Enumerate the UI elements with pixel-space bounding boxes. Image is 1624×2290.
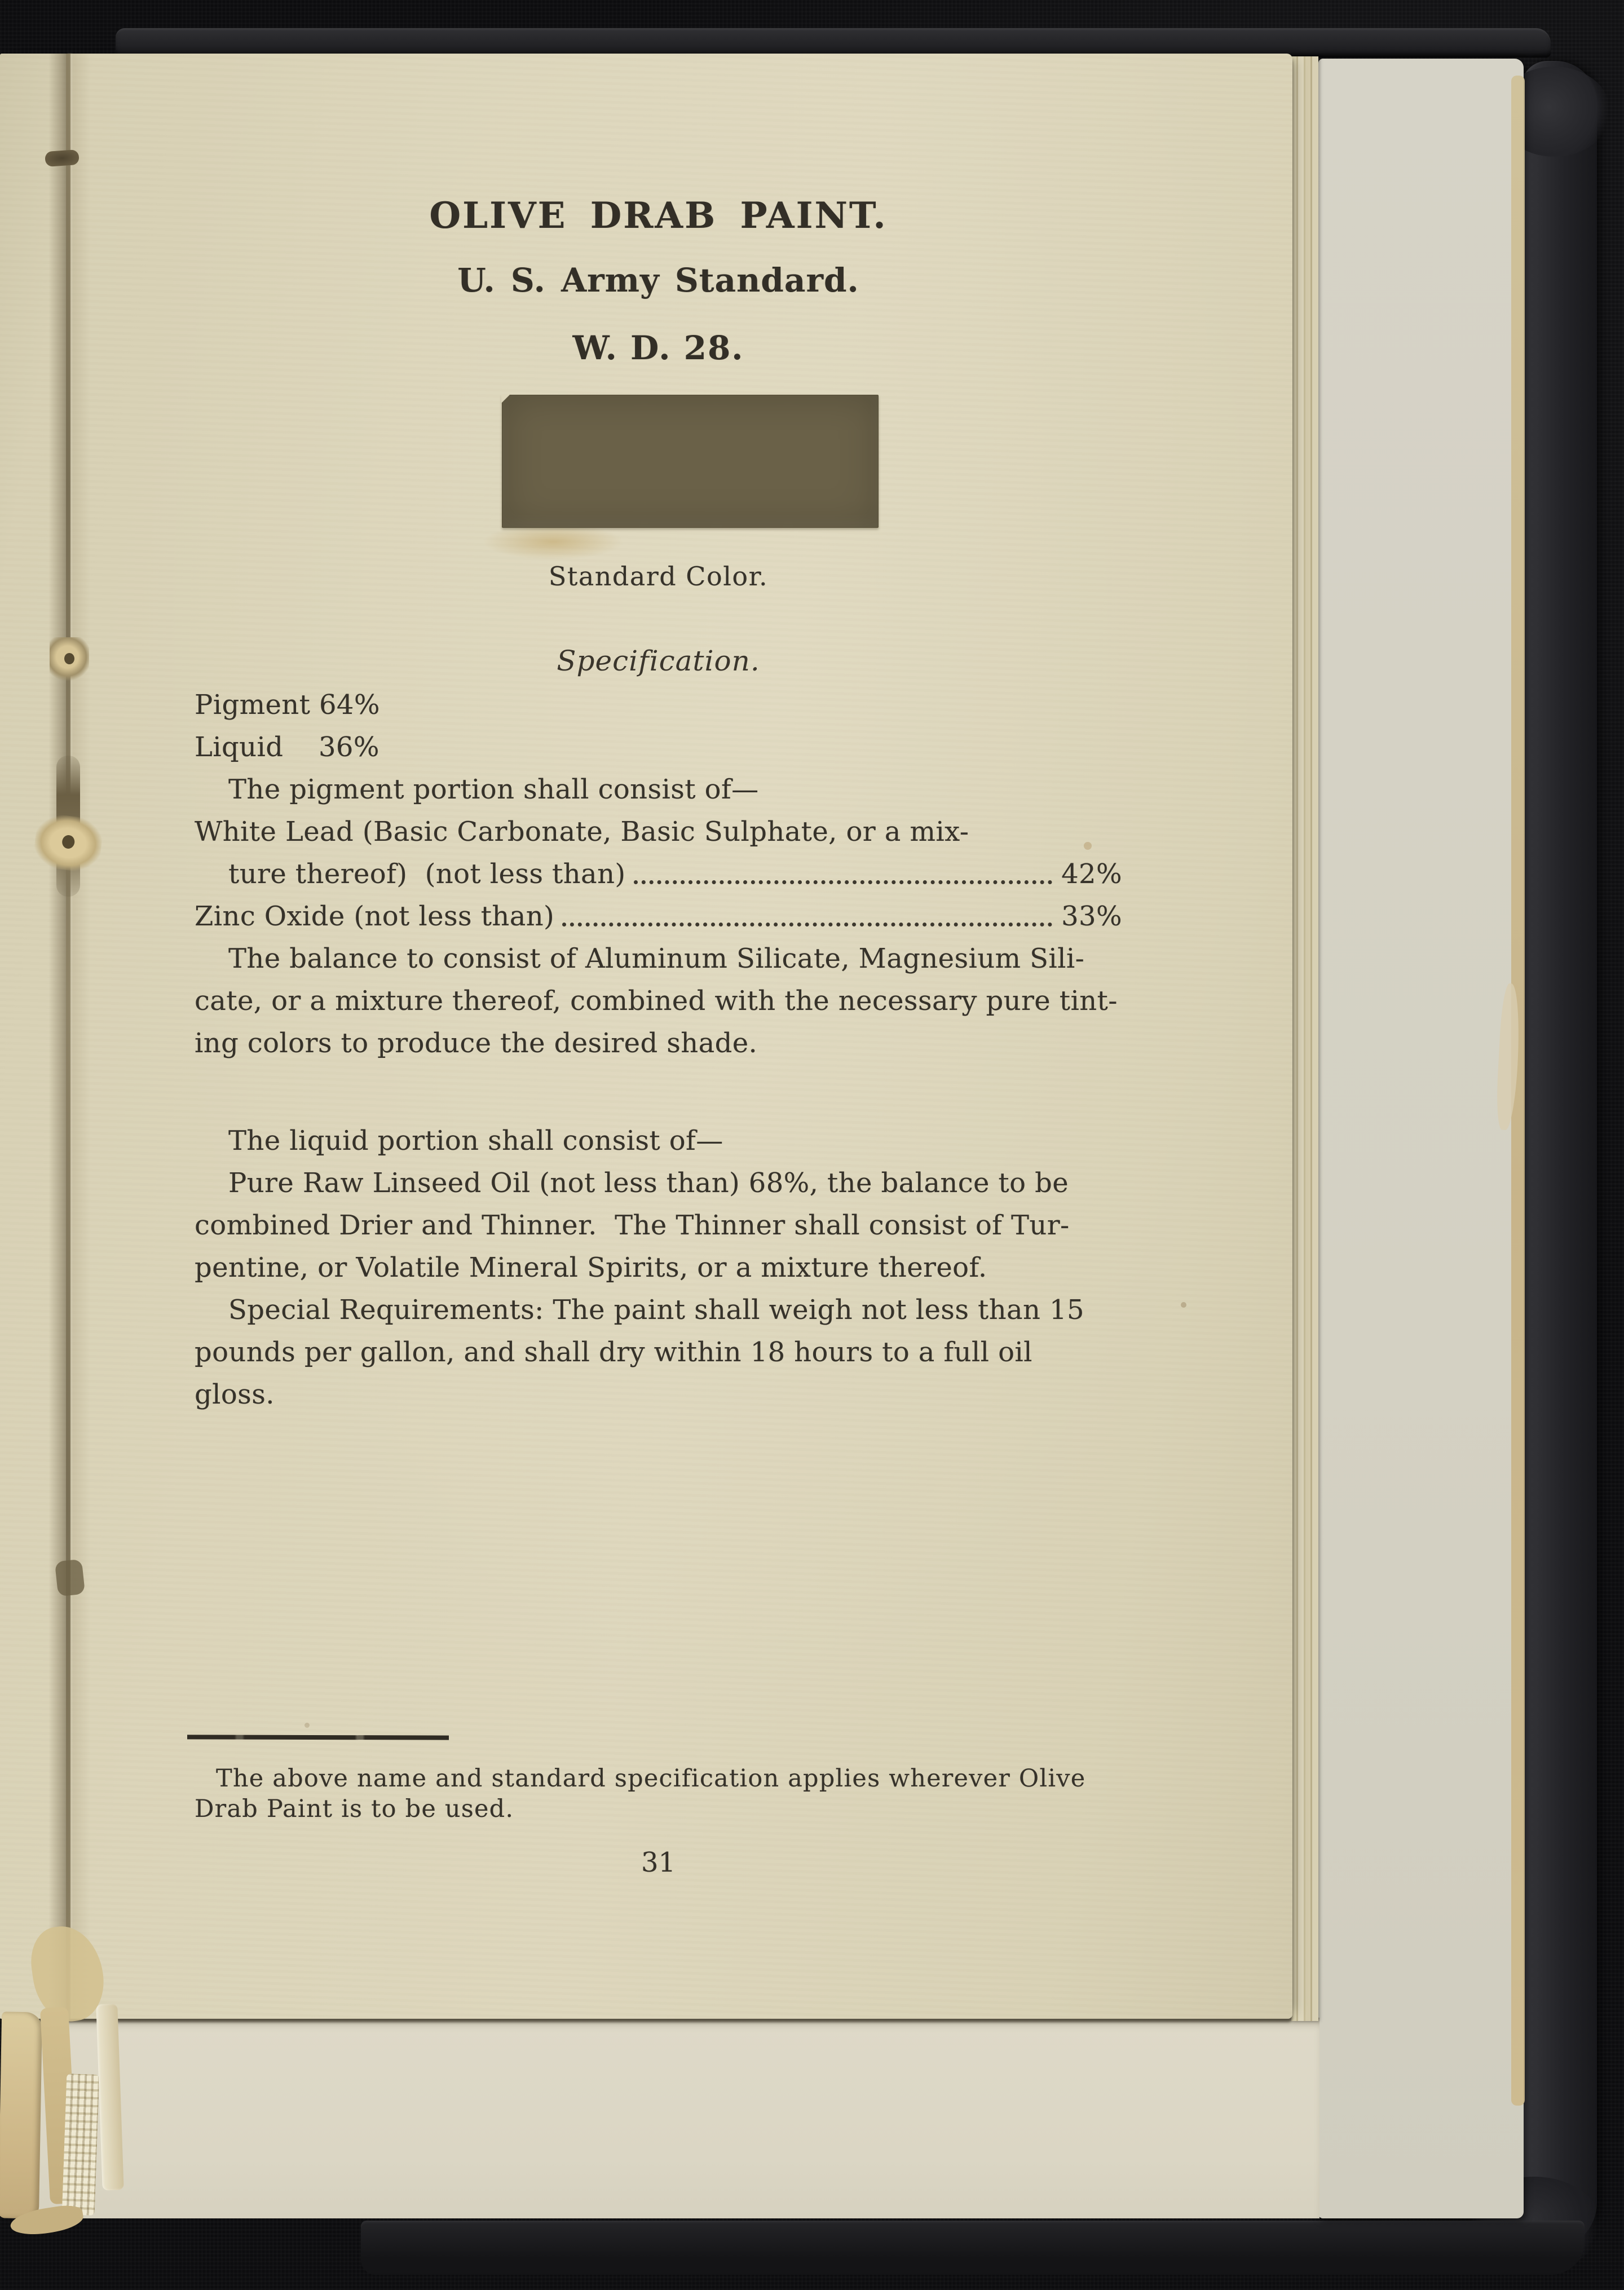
spec-line-text: Zinc Oxide (not less than) bbox=[195, 901, 555, 932]
spec-line-text: Pigment 64% bbox=[195, 689, 380, 721]
foxing-spot bbox=[1181, 1302, 1186, 1308]
spec-line-text: gloss. bbox=[195, 1379, 275, 1410]
spec-line bbox=[195, 1331, 1122, 1374]
spec-line bbox=[195, 1374, 1122, 1416]
page-number: 31 bbox=[641, 1847, 676, 1878]
page-title: OLIVE DRAB PAINT. bbox=[429, 195, 888, 237]
spec-line-value: 42% bbox=[1061, 858, 1122, 890]
curled-page-edge bbox=[96, 2004, 123, 2190]
spec-line-text: ing colors to produce the desired shade. bbox=[195, 1027, 758, 1059]
spec-line bbox=[195, 1289, 1122, 1331]
spec-line bbox=[195, 1022, 1122, 1065]
spec-line bbox=[195, 980, 1122, 1022]
spec-line-value: 33% bbox=[1061, 901, 1122, 932]
specification-text bbox=[195, 684, 1122, 1065]
spec-line-leader bbox=[195, 895, 1122, 938]
spec-line-text: ture thereof) (not less than) bbox=[228, 858, 626, 890]
spec-line bbox=[195, 811, 1122, 853]
spec-line-text: cate, or a mixture thereof, combined with the necessary pure tint- bbox=[195, 985, 1118, 1017]
spec-line-text: The pigment portion shall consist of— bbox=[228, 774, 759, 805]
under-page-right bbox=[1318, 59, 1524, 2218]
spec-line-text: The liquid portion shall consist of— bbox=[228, 1125, 723, 1157]
spec-line-leader bbox=[195, 853, 1122, 895]
footnote bbox=[195, 1763, 1142, 1824]
page bbox=[0, 54, 1292, 2019]
book-cover-right-edge bbox=[1521, 61, 1597, 2250]
color-swatch bbox=[502, 395, 879, 528]
swatch-caption: Standard Color. bbox=[548, 561, 769, 592]
spec-line bbox=[195, 1162, 1122, 1204]
spec-line-text: Liquid 36% bbox=[195, 731, 379, 763]
spec-line-text: The balance to consist of Aluminum Silicate, Magnesium Sili- bbox=[228, 943, 1085, 974]
spec-line bbox=[195, 684, 1122, 726]
liquid-portion-text bbox=[195, 1120, 1122, 1416]
binding-crack bbox=[66, 54, 70, 2019]
leader-dots bbox=[634, 880, 1053, 884]
stitch-knot-upper bbox=[50, 637, 89, 681]
spec-line-text: combined Drier and Thinner. The Thinner shall consist of Tur- bbox=[195, 1210, 1070, 1241]
spec-line bbox=[195, 1120, 1122, 1162]
binding-frays bbox=[0, 2007, 147, 2244]
page-fore-edge-stack bbox=[1291, 56, 1318, 2021]
spec-line bbox=[195, 1247, 1122, 1289]
stitch-knot-mid bbox=[32, 812, 105, 874]
under-page-bottom bbox=[31, 2018, 1320, 2218]
binding-mesh bbox=[62, 2073, 100, 2216]
spec-line bbox=[195, 1204, 1122, 1247]
spec-line bbox=[195, 769, 1122, 811]
standard-number: W. D. 28. bbox=[572, 329, 744, 367]
binding-tear-low bbox=[55, 1559, 85, 1597]
paper-stain bbox=[483, 524, 624, 560]
stitch-hole-top bbox=[45, 149, 80, 167]
swatch-chip bbox=[501, 394, 510, 403]
leader-dots bbox=[562, 923, 1052, 926]
spec-line bbox=[195, 726, 1122, 769]
footnote-line: Drab Paint is to be used. bbox=[195, 1795, 514, 1823]
spec-line-text: pentine, or Volatile Mineral Spirits, or a mixture thereof. bbox=[195, 1252, 987, 1283]
specification-heading: Specification. bbox=[557, 645, 760, 677]
foxing-spot bbox=[304, 1723, 310, 1728]
book-cover-bottom-edge bbox=[361, 2221, 1585, 2275]
spec-line-text: White Lead (Basic Carbonate, Basic Sulphate, or a mix- bbox=[195, 816, 969, 848]
page-subtitle: U. S. Army Standard. bbox=[457, 261, 859, 299]
footnote-line: The above name and standard specification applies wherever Olive bbox=[216, 1764, 1086, 1793]
spec-line-text: Pure Raw Linseed Oil (not less than) 68%, the balance to be bbox=[228, 1167, 1069, 1199]
torn-paper-strip bbox=[0, 2011, 42, 2218]
spec-line-text: pounds per gallon, and shall dry within 18 hours to a full oil bbox=[195, 1336, 1032, 1368]
spec-line bbox=[195, 938, 1122, 980]
footnote-rule bbox=[187, 1735, 449, 1740]
spec-line-text: Special Requirements: The paint shall weigh not less than 15 bbox=[228, 1294, 1084, 1326]
